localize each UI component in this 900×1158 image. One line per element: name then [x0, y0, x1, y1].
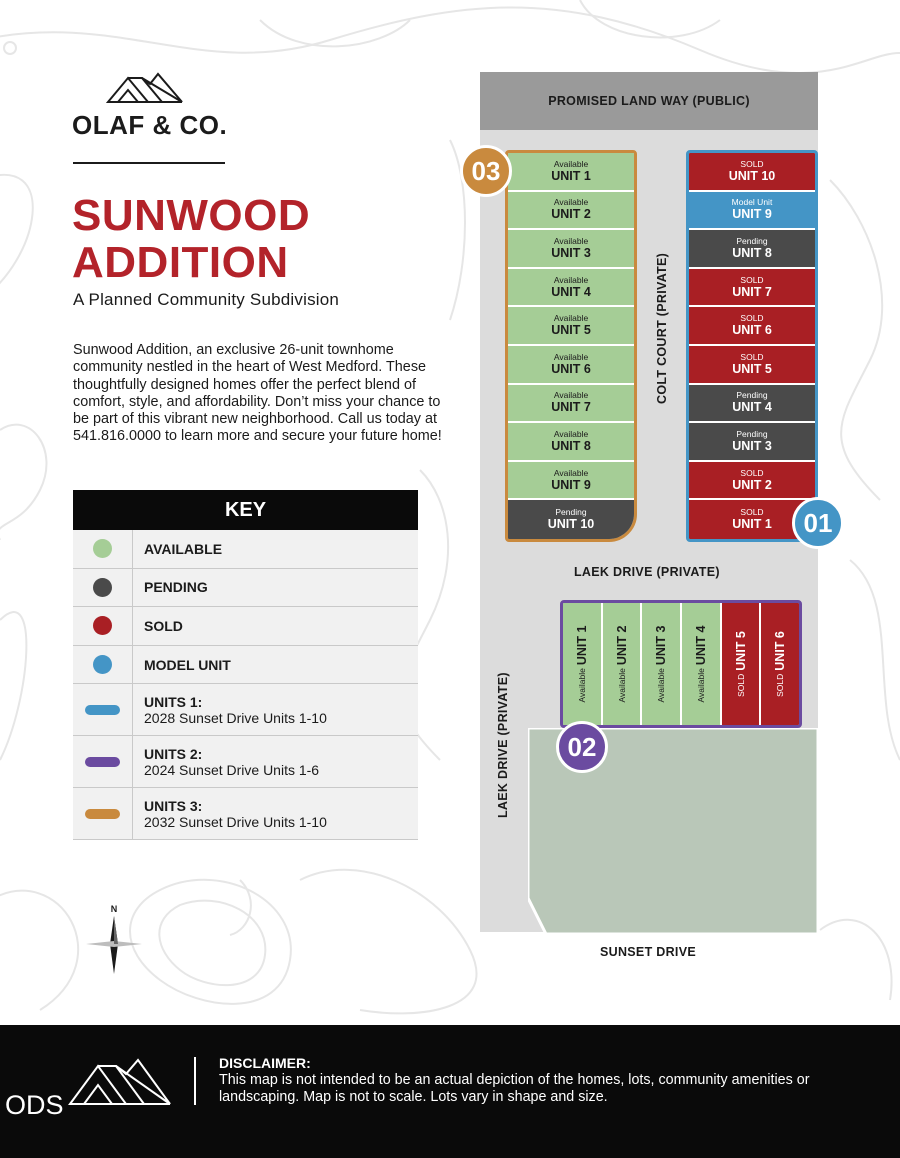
lot-unit-label: UNIT 1: [551, 168, 591, 183]
lot-unit-label: UNIT 5: [551, 323, 591, 338]
lot-unit-label: UNIT 9: [732, 207, 772, 222]
key-row: [73, 607, 418, 646]
lot-group03-9[interactable]: [508, 462, 634, 501]
key-row: [73, 646, 418, 685]
lot-group03-10[interactable]: [508, 500, 634, 539]
unit-group-01: [686, 150, 818, 542]
key-row: [73, 530, 418, 569]
page-subtitle: A Planned Community Subdivision: [73, 290, 340, 309]
lot-group01-3[interactable]: [689, 230, 815, 269]
lot-status: SOLD: [740, 274, 764, 285]
key-group-address: 2024 Sunset Drive Units 1-6: [144, 761, 320, 778]
key-symbol-cell: [73, 646, 133, 684]
lot-unit-label: UNIT 5: [732, 361, 772, 376]
key-text-cell: [133, 788, 418, 839]
road-label-laek-drive: LAEK DRIVE (PRIVATE): [574, 565, 720, 579]
title-line-2: ADDITION: [72, 238, 289, 287]
disclaimer-text: This map is not intended to be an actual depiction of the homes, lots, community amenities or landscaping. Map is not to scale. Lots vary in shape and size.: [219, 1072, 810, 1105]
lot-status: Available: [553, 313, 589, 324]
lot-status: Available: [553, 235, 589, 246]
key-group-label: UNITS 2:: [144, 745, 203, 762]
key-text-cell: [133, 607, 418, 645]
lot-unit-label: UNIT 9: [551, 477, 591, 492]
key-row: [73, 684, 418, 736]
lot-unit-label: UNIT 1: [574, 625, 589, 666]
map-key: [73, 490, 418, 840]
lot-status: Available: [695, 668, 706, 703]
brand-divider: [73, 162, 225, 164]
lot-group03-1[interactable]: [508, 153, 634, 192]
lot-status: Available: [553, 158, 589, 169]
brand-name: OLAF & CO.: [72, 110, 228, 140]
key-group-label: UNITS 3:: [144, 797, 203, 814]
key-text-cell: [133, 646, 418, 684]
key-label: SOLD: [144, 617, 183, 634]
lot-unit-label: UNIT 4: [732, 400, 772, 415]
compass-north-label: N: [110, 904, 118, 914]
lot-unit-label: UNIT 7: [732, 284, 772, 299]
key-label: AVAILABLE: [144, 540, 223, 557]
lot-unit-label: UNIT 6: [732, 323, 772, 338]
unit-group-02: [560, 600, 802, 728]
road-label-laek-drive-vertical: LAEK DRIVE (PRIVATE): [496, 672, 510, 818]
disclaimer-title: DISCLAIMER:: [219, 1055, 311, 1071]
lot-status: SOLD: [740, 313, 764, 324]
group-badge-03: 03: [460, 145, 512, 197]
community-description: Sunwood Addition, an exclusive 26-unit townhome community nestled in the heart of West Medford. These thoughtfully designed homes offer the perfect blend of comfort, style, and affordability. Don’t miss your chance to be part of this vibrant new neighborhood. Call us today at 541.816.0000 to learn more and secure your future home!: [73, 342, 442, 445]
key-group-address: 2032 Sunset Drive Units 1-10: [144, 813, 327, 830]
lot-unit-label: UNIT 1: [732, 517, 772, 532]
lot-group03-2[interactable]: [508, 192, 634, 231]
key-symbol-cell: [73, 684, 133, 735]
group-badge-01: 01: [792, 497, 844, 549]
lot-status: SOLD: [735, 673, 746, 697]
lot-group01-4[interactable]: [689, 269, 815, 308]
footer-divider: [194, 1057, 196, 1105]
lot-group01-9[interactable]: [689, 462, 815, 501]
lot-status: Pending: [736, 235, 768, 246]
lot-unit-label: UNIT 8: [732, 245, 772, 260]
lot-group01-5[interactable]: [689, 307, 815, 346]
lot-group03-5[interactable]: [508, 307, 634, 346]
lot-status: Pending: [736, 428, 768, 439]
lot-group02-5[interactable]: [722, 603, 762, 725]
lot-group02-1[interactable]: [563, 603, 603, 725]
lot-unit-label: UNIT 8: [551, 438, 591, 453]
key-title: KEY: [73, 490, 418, 530]
key-label: MODEL UNIT: [144, 656, 231, 673]
lot-label: [734, 631, 748, 697]
lot-status: Available: [553, 197, 589, 208]
lot-unit-label: UNIT 4: [551, 284, 591, 299]
lot-group03-6[interactable]: [508, 346, 634, 385]
lot-status: Available: [576, 668, 587, 703]
road-label-sunset-drive: SUNSET DRIVE: [600, 945, 696, 959]
promised-land-way-road: [480, 72, 818, 130]
footer-mountain-logo-icon: [68, 1057, 172, 1107]
status-dot-icon: [93, 578, 112, 597]
lot-unit-label: UNIT 10: [547, 517, 595, 532]
key-symbol-cell: [73, 569, 133, 607]
lot-unit-label: UNIT 4: [693, 625, 708, 666]
key-row: [73, 788, 418, 840]
key-row: [73, 569, 418, 608]
lot-status: SOLD: [740, 467, 764, 478]
lot-group02-3[interactable]: [642, 603, 682, 725]
ods-watermark: ODS: [5, 1090, 64, 1120]
lot-status: Available: [656, 668, 667, 703]
lot-group03-8[interactable]: [508, 423, 634, 462]
key-symbol-cell: [73, 530, 133, 568]
road-label-promised-land-way: PROMISED LAND WAY (PUBLIC): [548, 94, 750, 108]
key-row: [73, 736, 418, 788]
lot-status: Available: [553, 428, 589, 439]
key-text-cell: [133, 530, 418, 568]
lot-status: Pending: [555, 507, 587, 518]
unit-group-03: [505, 150, 637, 542]
lot-group02-6[interactable]: [761, 603, 799, 725]
lot-status: SOLD: [740, 351, 764, 362]
key-symbol-cell: [73, 788, 133, 839]
lot-unit-label: UNIT 3: [654, 625, 669, 666]
key-symbol-cell: [73, 607, 133, 645]
key-text-cell: [133, 736, 418, 787]
lot-group01-8[interactable]: [689, 423, 815, 462]
lot-group01-1[interactable]: [689, 153, 815, 192]
lot-status: Model Unit: [731, 197, 773, 208]
lot-group03-4[interactable]: [508, 269, 634, 308]
lot-label: [575, 626, 589, 703]
lot-unit-label: UNIT 6: [773, 631, 788, 671]
page-title: [72, 192, 310, 286]
lot-group01-2[interactable]: [689, 192, 815, 231]
lot-unit-label: UNIT 6: [551, 361, 591, 376]
lot-group02-4[interactable]: [682, 603, 722, 725]
lot-group02-2[interactable]: [603, 603, 643, 725]
mountain-logo-icon: [106, 72, 184, 104]
lot-group01-7[interactable]: [689, 385, 815, 424]
lot-status: Available: [553, 467, 589, 478]
group-pill-icon: [85, 757, 120, 767]
lot-group03-7[interactable]: [508, 385, 634, 424]
key-text-cell: [133, 569, 418, 607]
lot-unit-label: UNIT 7: [551, 400, 591, 415]
lot-unit-label: UNIT 5: [733, 631, 748, 671]
lot-status: SOLD: [740, 507, 764, 518]
lot-label: [694, 626, 708, 703]
lot-group03-3[interactable]: [508, 230, 634, 269]
lot-label: [615, 626, 629, 703]
road-label-colt-court: COLT COURT (PRIVATE): [655, 252, 669, 404]
lot-unit-label: UNIT 3: [732, 438, 772, 453]
lot-unit-label: UNIT 2: [732, 477, 772, 492]
group-pill-icon: [85, 705, 120, 715]
status-dot-icon: [93, 539, 112, 558]
lot-group01-6[interactable]: [689, 346, 815, 385]
status-dot-icon: [93, 616, 112, 635]
lot-status: Available: [553, 274, 589, 285]
status-dot-icon: [93, 655, 112, 674]
lot-label: [773, 631, 787, 697]
lot-unit-label: UNIT 3: [551, 245, 591, 260]
lot-status: Pending: [736, 390, 768, 401]
lot-label: [654, 626, 668, 703]
key-group-label: UNITS 1:: [144, 693, 203, 710]
lot-status: SOLD: [740, 158, 764, 169]
key-group-address: 2028 Sunset Drive Units 1-10: [144, 709, 327, 726]
key-label: PENDING: [144, 579, 208, 596]
group-pill-icon: [85, 809, 120, 819]
lot-status: Available: [553, 351, 589, 362]
key-text-cell: [133, 684, 418, 735]
group-badge-02: 02: [556, 721, 608, 773]
title-line-1: SUNWOOD: [72, 191, 311, 240]
lot-unit-label: UNIT 10: [728, 168, 776, 183]
north-compass-icon: [84, 902, 144, 978]
lot-unit-label: UNIT 2: [614, 625, 629, 666]
key-symbol-cell: [73, 736, 133, 787]
lot-status: Available: [553, 390, 589, 401]
lot-status: SOLD: [775, 673, 786, 697]
lot-unit-label: UNIT 2: [551, 207, 591, 222]
lot-status: Available: [616, 668, 627, 703]
